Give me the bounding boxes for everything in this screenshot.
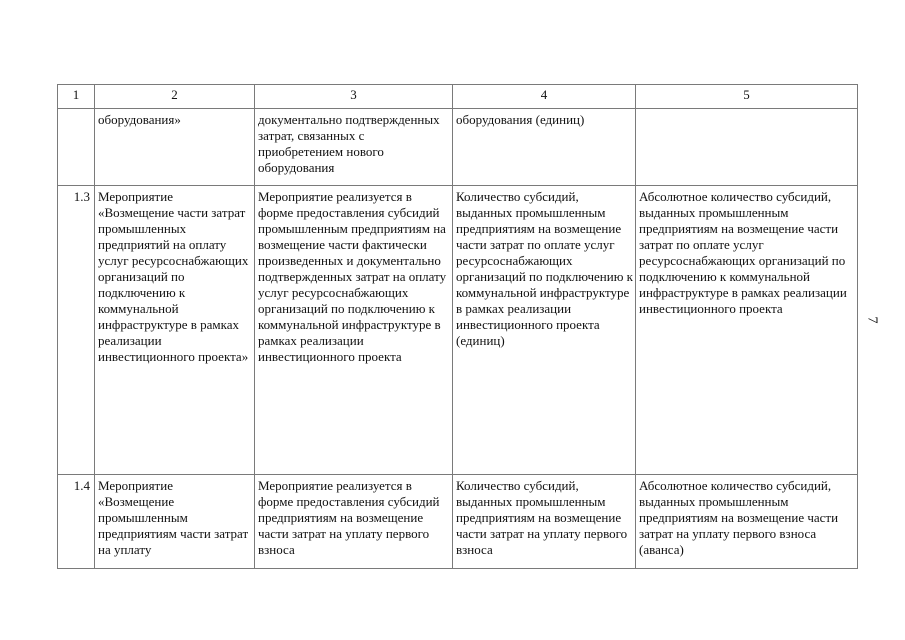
- table-row: [58, 475, 858, 569]
- row-number: [58, 109, 95, 186]
- table-row: [58, 109, 858, 186]
- indicator-cell: Количество субсидий, выданных промышленным предприятиям на возмещение части затрат на уплату первого взноса: [453, 475, 636, 569]
- table-row: [58, 186, 858, 475]
- header-cell-4: 4: [453, 85, 636, 109]
- event-description-cell: Мероприятие реализуется в форме предоставления субсидий предприятиям на возмещение части затрат на уплату первого взноса: [255, 475, 453, 569]
- document-table: [57, 84, 858, 569]
- method-cell: Абсолютное количество субсидий, выданных промышленным предприятиям на возмещение части затрат на уплату первого взноса (аванса): [636, 475, 858, 569]
- page-number: 7: [864, 316, 880, 324]
- event-description-cell: Мероприятие реализуется в форме предоставления субсидий промышленным предприятиям на возмещение части фактически произведенных и документально подтвержденных затрат на оплату услуг ресурсоснабжающих организаций по подключению к коммунальной инфраструктуре в рамках реализации инвестиционного проекта: [255, 186, 453, 475]
- row-number: 1.4: [58, 475, 95, 569]
- row-number: 1.3: [58, 186, 95, 475]
- method-cell: Абсолютное количество субсидий, выданных промышленным предприятиям на возмещение части затрат по оплате услуг ресурсоснабжающих организаций по подключению к коммунальной инфраструктуре в рамках реализации инвестиционного проекта: [636, 186, 858, 475]
- event-name-cell: Мероприятие «Возмещение части затрат промышленных предприятий на оплату услуг ресурсоснабжающих организаций по подключению к коммунальной инфраструктуре в рамках реализации инвестиционного проекта»: [95, 186, 255, 475]
- header-cell-3: 3: [255, 85, 453, 109]
- method-cell: [636, 109, 858, 186]
- indicator-cell: Количество субсидий, выданных промышленным предприятиям на возмещение части затрат по оплате услуг ресурсоснабжающих организаций по подключению к коммунальной инфраструктуре в рамках реализации инвестиционного проекта (единиц): [453, 186, 636, 475]
- event-name-cell: оборудования»: [95, 109, 255, 186]
- header-cell-5: 5: [636, 85, 858, 109]
- header-cell-2: 2: [95, 85, 255, 109]
- table-header-row: [58, 85, 858, 109]
- header-cell-1: 1: [58, 85, 95, 109]
- event-description-cell: документально подтвержденных затрат, связанных с приобретением нового оборудования: [255, 109, 453, 186]
- indicator-cell: оборудования (единиц): [453, 109, 636, 186]
- event-name-cell: Мероприятие «Возмещение промышленным предприятиям части затрат на уплату: [95, 475, 255, 569]
